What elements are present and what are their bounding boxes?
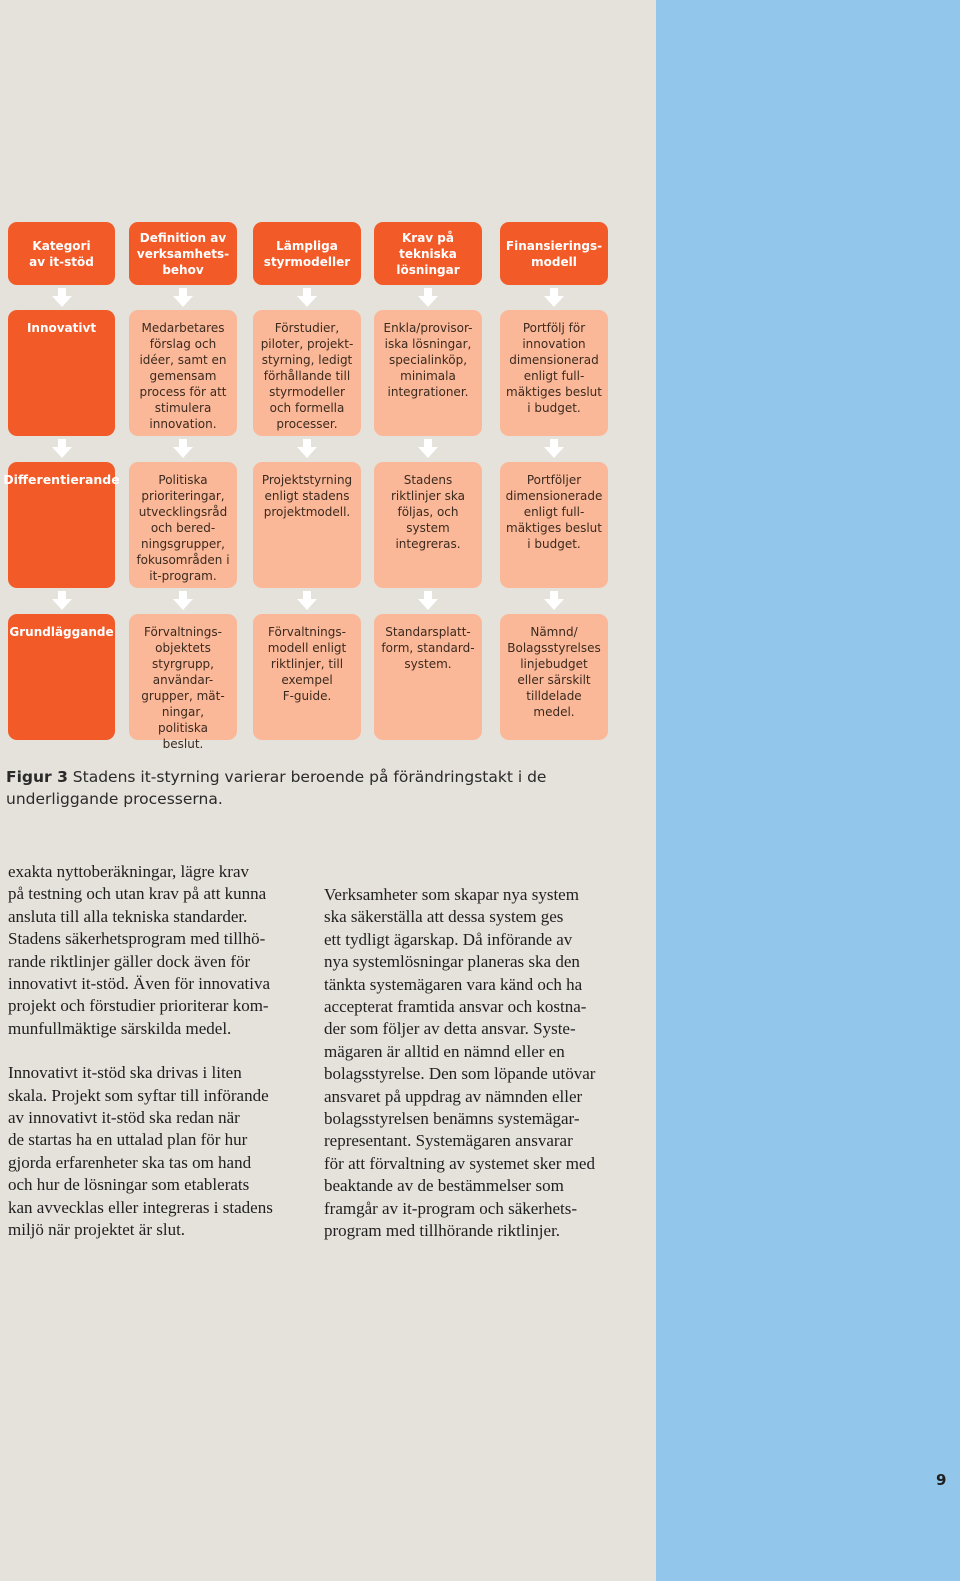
row-1-cell-2-text: Förstudier, piloter, projekt- styrning, ledigt förhållande till styrmodeller och formella processer. (260, 321, 354, 431)
side-color-panel (656, 0, 960, 1581)
row-label-2-text: Differentierande (3, 472, 120, 487)
down-arrow-icon (173, 599, 193, 610)
header-cell-4 (374, 222, 482, 285)
header-cell-5 (500, 222, 608, 285)
down-arrow-icon (173, 447, 193, 458)
row-3-cell-4-text: Nämnd/ Bolagsstyrelses linjebudget eller särskilt tilldelade medel. (507, 625, 601, 719)
header-cell-3-text: Lämpliga styrmodeller (263, 238, 351, 269)
header-cell-1-text: Kategori av it-stöd (29, 238, 94, 269)
body-left-paragraph-1: exakta nyttoberäkningar, lägre krav på testning och utan krav på att kunna ansluta till alla tekniska standarder. Stadens säkerhetsprogram med tillhö- rande riktlinjer gäller dock även för innovativt it-stöd. Även för innovativa projekt och förstudier prioriterar kom- munfullmäktige särskilda medel. (8, 862, 271, 1038)
row-3-cell-3-text: Standarsplatt- form, standard- system. (381, 625, 475, 671)
down-arrow-icon (418, 296, 438, 307)
row-2-cell-1 (129, 462, 237, 588)
down-arrow-icon (418, 447, 438, 458)
row-1-cell-1 (129, 310, 237, 436)
row-2-cell-1-text: Politiska prioriteringar, utvecklingsråd och bered- ningsgrupper, fokusområden i it-program. (136, 473, 230, 583)
down-arrow-icon (52, 296, 72, 307)
row-2-cell-3 (374, 462, 482, 588)
row-2-cell-4-text: Portföljer dimensionerade enligt full- mäktiges beslut i budget. (505, 473, 603, 551)
down-arrow-icon (297, 599, 317, 610)
figure-caption-text: Stadens it-styrning varierar beroende på förändringstakt i de underliggande processerna. (6, 768, 547, 808)
row-label-1-text: Innovativt (26, 321, 97, 335)
row-1-cell-3 (374, 310, 482, 436)
down-arrow-icon (544, 447, 564, 458)
row-label-1 (8, 310, 115, 436)
row-3-cell-2 (253, 614, 361, 740)
row-1-cell-1-text: Medarbetares förslag och idéer, samt en gemensam process för att stimulera innovation. (139, 321, 227, 431)
row-3-cell-1-text: Förvaltnings- objektets styrgrupp, användar- grupper, mät- ningar, politiska beslut. (141, 625, 225, 751)
row-3-cell-2-text: Förvaltnings- modell enligt riktlinjer, till exempel F-guide. (267, 625, 347, 703)
header-cell-4-text: Krav på tekniska lösningar (396, 230, 460, 277)
header-cell-2 (129, 222, 237, 285)
down-arrow-icon (297, 296, 317, 307)
header-cell-3 (253, 222, 361, 285)
down-arrow-icon (297, 447, 317, 458)
row-label-2 (3, 462, 120, 588)
body-left-paragraph-2: Innovativt it-stöd ska drivas i liten skala. Projekt som syftar till införande av innovativt it-stöd ska redan när de startas ha en uttalad plan för hur gjorda erfarenheter ska tas om hand och hur de lösningar som etablerats kan avvecklas eller integreras i stadens miljö när projektet är slut. (8, 1063, 273, 1240)
row-1-cell-2 (253, 310, 361, 436)
page-number: 9 (936, 1471, 947, 1489)
row-2-cell-3-text: Stadens riktlinjer ska följas, och system integreras. (390, 473, 465, 551)
figure-label: Figur 3 (6, 768, 68, 786)
row-label-3 (8, 614, 115, 740)
down-arrow-icon (544, 296, 564, 307)
row-1-cell-4-text: Portfölj för innovation dimensionerad enligt full- mäktiges beslut i budget. (506, 321, 602, 415)
row-1-cell-3-text: Enkla/provisor- iska lösningar, specialinköp, minimala integrationer. (383, 321, 473, 399)
row-3-cell-4 (500, 614, 608, 740)
down-arrow-icon (52, 599, 72, 610)
figure-caption (6, 766, 566, 810)
row-3-cell-3 (374, 614, 482, 740)
row-1-cell-4 (500, 310, 608, 436)
down-arrow-icon (173, 296, 193, 307)
header-cell-5-text: Finansierings- modell (505, 238, 603, 269)
down-arrow-icon (418, 599, 438, 610)
row-3-cell-1 (129, 614, 237, 751)
row-2-cell-2-text: Projektstyrning enligt stadens projektmodell. (261, 473, 353, 519)
header-cell-2-text: Definition av verksamhets- behov (136, 230, 230, 277)
body-right-paragraph-1: Verksamheter som skapar nya system ska säkerställa att dessa system ges ett tydligt ägarskap. Då införande av nya systemlösningar planeras ska den tänkta systemägaren vara känd och ha accepterat framtida ansvar och kostna- der som följer av detta ansvar. Syste- mägaren är alltid en nämnd eller en bolagsstyrelse. Den som löpande utövar ansvaret på uppdrag av nämnden eller bolagsstyrelsen benämns systemägar- representant. Systemägaren ansvarar för att förvaltning av systemet sker med beaktande av de bestämmelser som framgår av it-program och säkerhets- program med tillhörande riktlinjer. (324, 885, 596, 1241)
down-arrow-icon (544, 599, 564, 610)
row-2-cell-2 (253, 462, 361, 588)
row-label-3-text: Grundläggande (9, 625, 114, 639)
body-column-left (8, 861, 308, 1264)
down-arrow-icon (52, 447, 72, 458)
body-column-right (324, 884, 634, 1265)
header-cell-1 (8, 222, 115, 285)
row-2-cell-4 (500, 462, 608, 588)
